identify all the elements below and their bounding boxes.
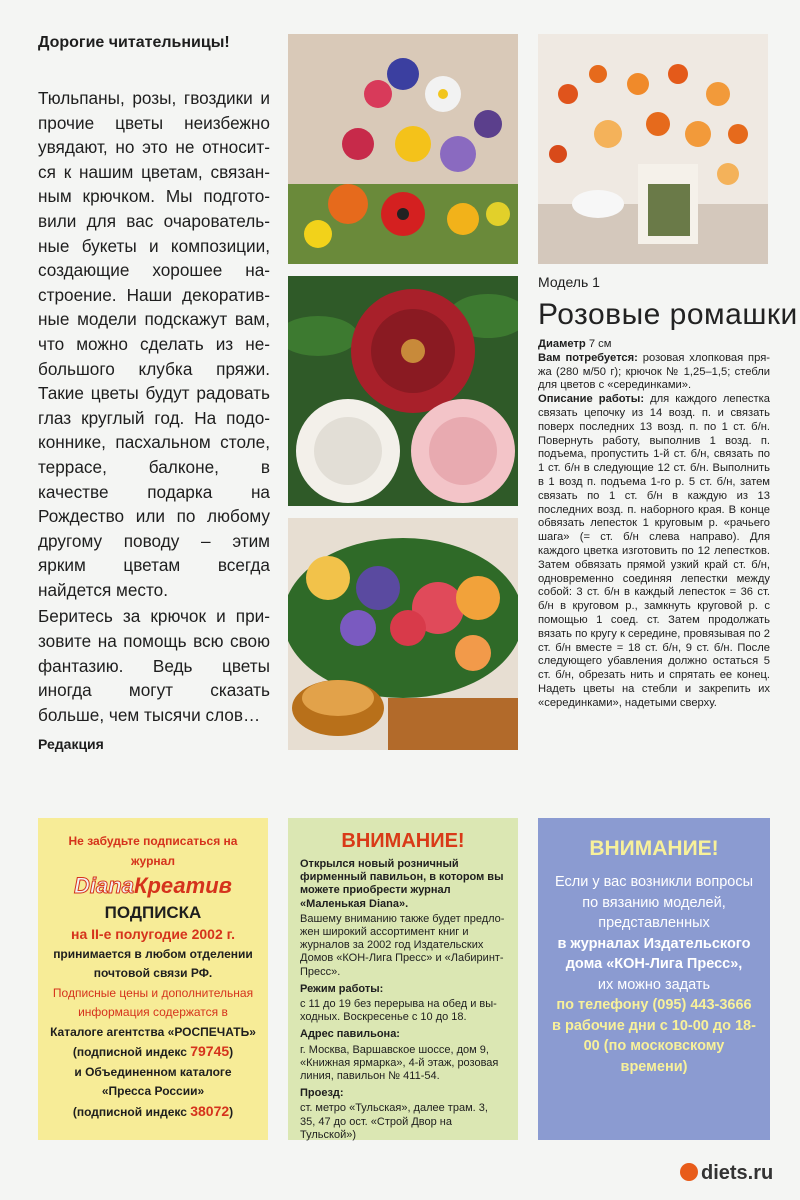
pavilion-lead: Открылся новый розничный фирменный павильон, в котором вы можете приобрести журнал «Маленькая Diana». (300, 858, 504, 910)
index-1-value: 79745 (190, 1043, 230, 1059)
hours-label: Режим работы: (300, 982, 384, 995)
pavilion-text: Вашему вниманию также будет предложен широкий ассортимент книг и журналов за 2002 год Издательских Домов «КОН-Лига Пресс» и «Лабиринт-Пресс». (300, 912, 505, 978)
intro-paragraph-2: Беритесь за крючок и призовите на помощь всю свою фантазию. Ведь цветы иногда могут сказать больше, чем тысячи слов… (38, 606, 270, 725)
watermark (680, 1162, 773, 1185)
model-title: Розовые ромашки (538, 298, 798, 331)
photo-ruffled-flowers (288, 276, 518, 506)
logo-kreativ: Креатив (133, 873, 232, 898)
photo-primula-pot (288, 518, 518, 750)
photo-primula-pot-image (288, 518, 518, 750)
catalog-rospechat: Каталоге агентства «РОСПЕЧАТЬ» (50, 1024, 256, 1039)
questions-text-3: их можно задать (597, 976, 711, 993)
photo-orange-arrangement (538, 34, 768, 264)
materials-label: Вам потребуется: (538, 351, 638, 364)
subscription-reminder: Не забудьте подписаться на журнал (68, 834, 238, 868)
watermark-text: diets.ru (701, 1162, 774, 1184)
index-1-line (48, 1042, 258, 1063)
address-label: Адрес павильона: (300, 1028, 400, 1041)
index-2-line (48, 1102, 258, 1123)
photo-mixed-bouquet (288, 34, 518, 264)
route-label: Проезд: (300, 1087, 344, 1100)
subscription-heading: ПОДПИСКА (104, 903, 202, 922)
diameter-value: 7 см (588, 338, 612, 350)
apple-icon (680, 1163, 698, 1181)
intro-text (38, 86, 270, 729)
questions-text-1: Если у вас возникли вопросы по вязанию моделей, представленных (554, 874, 754, 931)
index-2-close: ) (229, 1104, 234, 1119)
questions-phone: по телефону (095) 443-3666 в рабочие дни с 10-00 до 18-00 (по московскому времени) (552, 997, 756, 1075)
model-diameter (538, 338, 770, 352)
subscription-box (38, 818, 268, 1140)
model-description (538, 393, 770, 710)
pavilion-title: ВНИМАНИЕ! (341, 830, 465, 852)
index-2-label: (подписной индекс (72, 1104, 187, 1119)
model-instructions (538, 338, 770, 711)
hours-text: с 11 до 19 без перерыва на обед и выходных. Воскресенье с 10 до 18. (300, 998, 497, 1024)
photo-mixed-bouquet-image (288, 34, 518, 264)
questions-text-2: в журналах Издательского дома «КОН-Лига Пресс», (557, 935, 751, 972)
model-label: Модель 1 (538, 274, 600, 290)
subscription-where: принимается в любом отделении почтовой связи РФ. (53, 946, 253, 980)
materials-text: розовая хлопковая пряжа (280 м/50 г); крючок № 1,25–1,5; стебли для цветов с «серединками». (538, 351, 771, 392)
address-text: г. Москва, Варшавское шоссе, дом 9, «Книжная ярмарка», 4-й этаж, розовая линия, павильон № 411-54. (300, 1043, 499, 1083)
index-2-value: 38072 (190, 1102, 230, 1119)
index-1-close: ) (229, 1045, 234, 1059)
subscription-prices: Подписные цены и дополнительная информация содержатся в (52, 985, 254, 1019)
questions-title: ВНИМАНИЕ! (589, 837, 719, 860)
route-text: ст. метро «Тульская», далее трам. 3, 35, 47 до ост. «Строй Двор на Тульской») (300, 1102, 488, 1141)
diameter-label: Диаметр (538, 338, 586, 350)
intro-heading: Дорогие читательницы! (38, 34, 230, 51)
instructions-label: Описание работы: (538, 393, 645, 406)
intro-paragraph-1: Тюльпаны, розы, гвоздики и прочие цветы неизбежно увядают, но это не относится к нашим цветам, связанным крючком. Мы подготовили для вас очаровательные букеты и композиции, создающие хорошее настроение. Наши декоративные модели подскажут вам, что можно сделать из небольшого клубка пряжи. Такие цветы будут радовать глаз круглый год. На подоконнике, пасхальном столе, террасе, балконе, в качестве подарка на Рождество или по любому другому поводу – этим ярким цветам всегда найдется место. (38, 88, 270, 600)
pavilion-box (288, 818, 518, 1140)
subscription-period: на II-е полугодие 2002 г. (71, 926, 235, 942)
catalog-pressa: «Пресса России» (101, 1084, 205, 1098)
instructions-text: для каждого лепестка связать цепочку из 14 возд. п. и связать поверх последних 13 возд. п. по 1 ст. б/н. Повернуть работу, выполнив 1 возд. п. подъема, пропустить 1-й ст. б/н, связать по 1 ст. б/н в следующие 12 ст. б/н. Выполнить в 1 возд п. подъема 1-го р. 5 ст. б/н, затем связать по 1 ст. б/н в каждую из 13 последних возд. п. наборного края. В конце обвязать лепесток 1 круговым р. «рачьего шага» (= ст. б/н слева направо). Для каждого цветка изготовить по 12 лепестков. Затем обвязать прямой узкий край ст. б/н, одновременно соединяя лепестки между собой: 3 ст. б/н в каждый лепесток = 36 ст. б/н в круговом р., замкнуть круговой р. с помощью 1 соед. ст. Затем продолжать вязать по кругу к середине, провязывая по 2 ст. б/н вместе = 18 ст. б/н, 9 ст. б/н. После следующего убавления должно остаться 5 ст. б/н, обрезать нить и спрятать ее конец. Надеть цветы на стебли и закрепить их «серединками», надетыми сверху. (538, 393, 770, 709)
questions-box (538, 818, 770, 1140)
magazine-logo (48, 871, 258, 901)
logo-diana: Diana (74, 873, 134, 898)
photo-ruffled-flowers-image (288, 276, 518, 506)
photo-orange-arrangement-image (538, 34, 768, 264)
index-1-label: (подписной индекс (72, 1045, 187, 1059)
subscription-and: и Объединенном каталоге (74, 1064, 232, 1079)
intro-signature: Редакция (38, 736, 104, 752)
model-materials (538, 352, 770, 393)
